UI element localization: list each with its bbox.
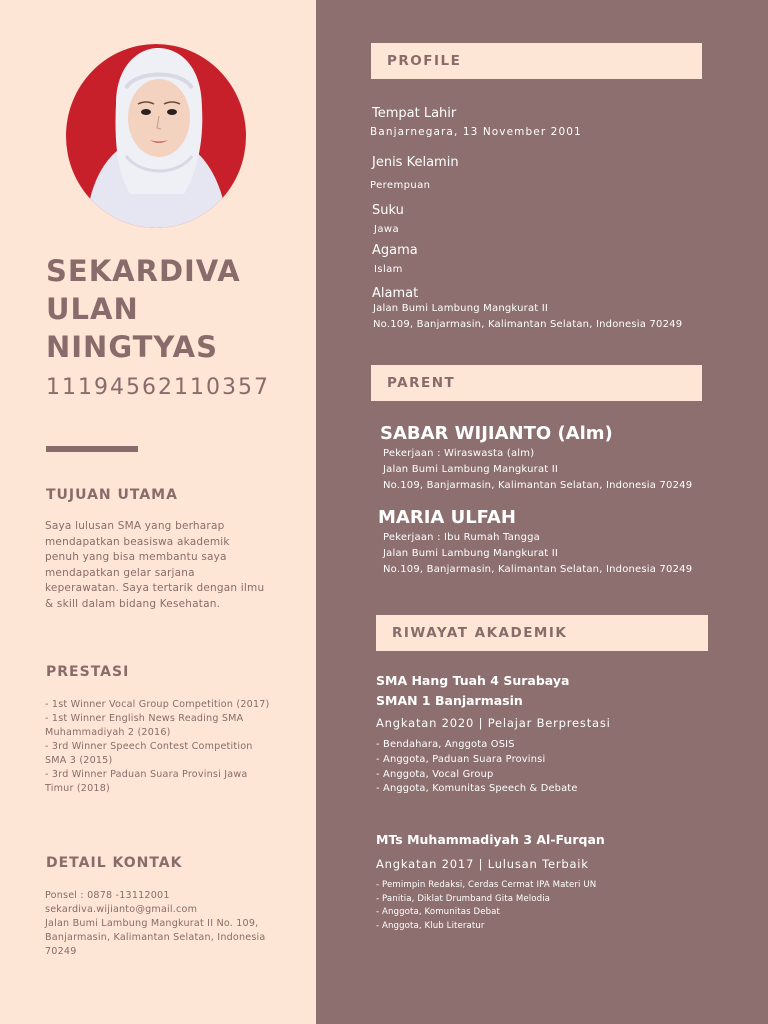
jenis-kelamin-label: Jenis Kelamin — [372, 155, 459, 170]
activity-item: - Anggota, Vocal Group — [376, 768, 494, 780]
tempat-lahir-value: Banjarnegara, 13 November 2001 — [370, 126, 582, 138]
sma-schools — [376, 671, 569, 711]
father-name: SABAR WIJIANTO (Alm) — [380, 423, 613, 444]
school-name: SMAN 1 Banjarmasin — [376, 693, 523, 708]
id-number: 11194562110357 — [46, 375, 270, 400]
riwayat-heading: RIWAYAT AKADEMIK — [376, 615, 708, 651]
prestasi-line: - 3rd Winner Speech Contest Competition — [45, 741, 253, 752]
activity-item: - Anggota, Klub Literatur — [376, 920, 485, 931]
prestasi-line: - 1st Winner Vocal Group Competition (2017) — [45, 699, 270, 710]
profile-photo — [66, 44, 246, 228]
mother-details — [383, 530, 692, 578]
name-line-1: SEKARDIVA — [46, 254, 241, 288]
sma-angkatan: Angkatan 2020 | Pelajar Berprestasi — [376, 716, 611, 730]
alamat-line-2: No.109, Banjarmasin, Kalimantan Selatan, Indonesia 70249 — [373, 319, 683, 330]
divider-bar — [46, 446, 138, 452]
tujuan-line: mendapatkan gelar sarjana — [45, 566, 195, 579]
address-line: 70249 — [45, 946, 77, 957]
tujuan-line: penuh yang bisa membantu saya — [45, 551, 227, 563]
prestasi-list — [45, 698, 273, 796]
prestasi-line: - 1st Winner English News Reading SMA — [45, 713, 244, 724]
activity-item: - Bendahara, Anggota OSIS — [376, 739, 515, 750]
phone-text: Ponsel : 0878 -13112001 — [45, 890, 170, 901]
prestasi-line: SMA 3 (2015) — [45, 755, 113, 766]
tempat-lahir-label: Tempat Lahir — [372, 106, 457, 121]
alamat-line-1: Jalan Bumi Lambung Mangkurat II — [373, 303, 549, 314]
prestasi-line: Timur (2018) — [45, 783, 110, 794]
portrait-illustration — [66, 44, 246, 228]
father-address-1: Jalan Bumi Lambung Mangkurat II — [383, 464, 559, 475]
tujuan-line: mendapatkan beasiswa akademik — [45, 535, 230, 548]
tujuan-text — [45, 519, 273, 612]
left-column — [0, 0, 316, 1024]
mts-school: MTs Muhammadiyah 3 Al-Furqan — [376, 832, 605, 847]
activity-item: - Pemimpin Redaksi, Cerdas Cermat IPA Materi UN — [376, 880, 597, 890]
tujuan-line: Saya lulusan SMA yang berharap — [45, 520, 225, 532]
mother-name: MARIA ULFAH — [378, 507, 516, 528]
suku-label: Suku — [372, 203, 404, 218]
right-column — [316, 0, 768, 1024]
agama-label: Agama — [372, 243, 418, 258]
prestasi-line: Muhammadiyah 2 (2016) — [45, 727, 171, 738]
activity-item: - Anggota, Komunitas Debat — [376, 907, 500, 917]
alamat-label: Alamat — [372, 286, 419, 301]
address-line: Jalan Bumi Lambung Mangkurat II No. 109, — [45, 918, 259, 929]
mother-address-2: No.109, Banjarmasin, Kalimantan Selatan, Indonesia 70249 — [383, 564, 693, 575]
kontak-heading: DETAIL KONTAK — [46, 855, 183, 871]
father-details — [383, 446, 692, 494]
activity-item: - Anggota, Paduan Suara Provinsi — [376, 753, 546, 765]
tujuan-line: & skill dalam bidang Kesehatan. — [45, 597, 221, 610]
mother-job: Pekerjaan : Ibu Rumah Tangga — [383, 532, 541, 543]
suku-value: Jawa — [374, 224, 399, 235]
father-address-2: No.109, Banjarmasin, Kalimantan Selatan, Indonesia 70249 — [383, 480, 693, 491]
name-line-3: NINGTYAS — [46, 330, 218, 364]
father-job: Pekerjaan : Wiraswasta (alm) — [383, 448, 535, 459]
mts-activities — [376, 879, 596, 933]
profile-heading: PROFILE — [371, 43, 702, 79]
activity-item: - Panitia, Diklat Drumband Gita Melodia — [376, 893, 551, 904]
jenis-kelamin-value: Perempuan — [370, 180, 431, 191]
mts-angkatan: Angkatan 2017 | Lulusan Terbaik — [376, 857, 589, 871]
prestasi-heading: PRESTASI — [46, 664, 130, 680]
school-name: SMA Hang Tuah 4 Surabaya — [376, 673, 570, 688]
full-name — [46, 252, 306, 366]
mother-address-1: Jalan Bumi Lambung Mangkurat II — [383, 548, 559, 559]
address-line: Banjarmasin, Kalimantan Selatan, Indonesia — [45, 932, 266, 943]
sma-activities — [376, 738, 578, 797]
name-line-2: ULAN — [46, 292, 139, 326]
agama-value: Islam — [374, 264, 403, 275]
tujuan-line: keperawatan. Saya tertarik dengan ilmu — [45, 582, 265, 594]
activity-item: - Anggota, Komunitas Speech & Debate — [376, 783, 578, 795]
kontak-list — [45, 889, 273, 959]
prestasi-line: - 3rd Winner Paduan Suara Provinsi Jawa — [45, 769, 248, 780]
parent-heading: PARENT — [371, 365, 702, 401]
email-text: sekardiva.wijianto@gmail.com — [45, 904, 198, 915]
tujuan-heading: TUJUAN UTAMA — [46, 487, 178, 503]
